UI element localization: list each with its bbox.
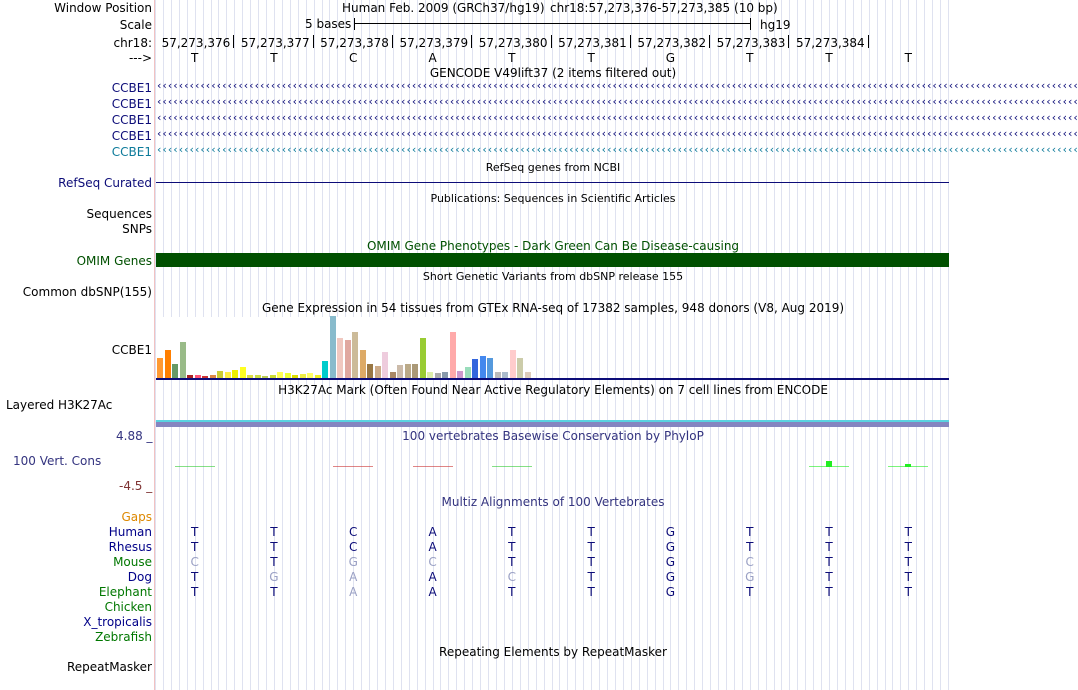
- publications-sequences-label[interactable]: Sequences: [86, 207, 152, 221]
- refseq-label[interactable]: RefSeq Curated: [58, 176, 152, 190]
- alignment-base: A: [349, 585, 358, 599]
- alignment-base: C: [507, 570, 517, 584]
- coordinate-label: 57,273,378: [320, 36, 389, 50]
- multiz-gaps-label[interactable]: Gaps: [121, 510, 152, 524]
- scale-text: 5 bases: [305, 17, 352, 31]
- conservation-title[interactable]: 100 vertebrates Basewise Conservation by PhyloP: [402, 429, 704, 443]
- species-label[interactable]: Elephant: [98, 585, 152, 599]
- conservation-label[interactable]: 100 Vert. Cons: [13, 454, 102, 468]
- gencode-item-label[interactable]: CCBE1: [111, 81, 152, 95]
- gtex-tissue-bar[interactable]: [405, 364, 411, 378]
- alignment-base: G: [665, 570, 676, 584]
- coordinate-label: 57,273,381: [558, 36, 627, 50]
- minus-strand-arrows: ‹‹‹‹‹‹‹‹‹‹‹‹‹‹‹‹‹‹‹‹‹‹‹‹‹‹‹‹‹‹‹‹‹‹‹‹‹‹‹‹‹‹‹‹‹‹‹‹‹‹‹‹‹‹‹‹‹‹‹‹‹‹‹‹‹‹‹‹‹‹‹‹‹‹‹‹‹‹‹‹‹‹‹‹‹‹‹‹‹‹‹‹‹‹‹‹‹‹‹‹‹‹‹‹‹‹‹‹‹‹‹‹‹‹‹‹‹‹‹‹‹‹‹‹‹‹‹‹‹‹‹‹‹‹‹‹‹‹‹‹‹‹‹‹‹‹‹‹‹‹‹‹‹‹‹‹‹‹‹‹‹‹‹‹‹‹‹‹‹‹: [156, 127, 1078, 140]
- alignment-base: T: [270, 585, 278, 599]
- alignment-base: T: [270, 525, 278, 539]
- gtex-tissue-bar[interactable]: [375, 366, 381, 378]
- refseq-gene-line[interactable]: [156, 182, 949, 183]
- scale-db: hg19: [760, 18, 791, 32]
- scale-bar: [354, 23, 751, 24]
- base-letter: C: [349, 51, 358, 65]
- gtex-tissue-bar[interactable]: [450, 332, 456, 378]
- alignment-base: T: [825, 585, 833, 599]
- alignment-base: T: [904, 570, 913, 584]
- minus-strand-arrows: ‹‹‹‹‹‹‹‹‹‹‹‹‹‹‹‹‹‹‹‹‹‹‹‹‹‹‹‹‹‹‹‹‹‹‹‹‹‹‹‹‹‹‹‹‹‹‹‹‹‹‹‹‹‹‹‹‹‹‹‹‹‹‹‹‹‹‹‹‹‹‹‹‹‹‹‹‹‹‹‹‹‹‹‹‹‹‹‹‹‹‹‹‹‹‹‹‹‹‹‹‹‹‹‹‹‹‹‹‹‹‹‹‹‹‹‹‹‹‹‹‹‹‹‹‹‹‹‹‹‹‹‹‹‹‹‹‹‹‹‹‹‹‹‹‹‹‹‹‹‹‹‹‹‹‹‹‹‹‹‹‹‹‹‹‹‹‹‹‹‹: [156, 95, 1078, 108]
- gtex-tissue-bar[interactable]: [322, 361, 328, 378]
- alignment-base: T: [508, 585, 516, 599]
- conservation-mark: [333, 466, 373, 467]
- omim-gene-bar[interactable]: [156, 253, 949, 267]
- gtex-tissue-bar[interactable]: [480, 356, 486, 378]
- gtex-tissue-bar[interactable]: [472, 359, 478, 378]
- repeatmasker-title[interactable]: Repeating Elements by RepeatMasker: [439, 645, 667, 659]
- gtex-tissue-bar[interactable]: [165, 350, 171, 378]
- publications-title[interactable]: Publications: Sequences in Scientific Articles: [430, 192, 676, 205]
- gtex-tissue-bar[interactable]: [172, 364, 178, 378]
- base-letter: G: [665, 51, 676, 65]
- alignment-base: A: [428, 540, 437, 554]
- coordinate-label: 57,273,379: [399, 36, 469, 50]
- gencode-title[interactable]: GENCODE V49lift37 (2 items filtered out): [429, 66, 677, 80]
- gtex-tissue-bar[interactable]: [180, 342, 186, 378]
- alignment-base: T: [190, 570, 199, 584]
- coordinate-label: 57,273,376: [161, 36, 231, 50]
- conservation-peak: [905, 464, 911, 467]
- position-text[interactable]: chr18:57,273,376-57,273,385 (10 bp): [550, 1, 778, 15]
- strand-label: --->: [128, 51, 152, 65]
- h3k27ac-title[interactable]: H3K27Ac Mark (Often Found Near Active Regulatory Elements) on 7 cell lines from ENCODE: [278, 383, 828, 397]
- base-letter: T: [904, 51, 913, 65]
- gtex-tissue-bar[interactable]: [217, 371, 223, 378]
- gtex-tissue-bar[interactable]: [232, 370, 238, 378]
- gtex-tissue-bar[interactable]: [157, 358, 163, 378]
- alignment-base: T: [270, 540, 278, 554]
- coordinate-label: 57,273,383: [716, 36, 786, 50]
- alignment-base: A: [428, 585, 437, 599]
- alignment-base: G: [665, 540, 676, 554]
- alignment-base: A: [428, 525, 437, 539]
- species-label[interactable]: Rhesus: [108, 540, 152, 554]
- gtex-tissue-bar[interactable]: [352, 332, 358, 378]
- scale-bar-left-tick: [354, 18, 355, 30]
- minus-strand-arrows: ‹‹‹‹‹‹‹‹‹‹‹‹‹‹‹‹‹‹‹‹‹‹‹‹‹‹‹‹‹‹‹‹‹‹‹‹‹‹‹‹‹‹‹‹‹‹‹‹‹‹‹‹‹‹‹‹‹‹‹‹‹‹‹‹‹‹‹‹‹‹‹‹‹‹‹‹‹‹‹‹‹‹‹‹‹‹‹‹‹‹‹‹‹‹‹‹‹‹‹‹‹‹‹‹‹‹‹‹‹‹‹‹‹‹‹‹‹‹‹‹‹‹‹‹‹‹‹‹‹‹‹‹‹‹‹‹‹‹‹‹‹‹‹‹‹‹‹‹‹‹‹‹‹‹‹‹‹‹‹‹‹‹‹‹‹‹‹‹‹‹: [156, 79, 1078, 92]
- alignment-base: G: [269, 570, 279, 584]
- species-label[interactable]: Mouse: [113, 555, 152, 569]
- alignment-base: A: [428, 570, 437, 584]
- base-letter: T: [825, 51, 833, 65]
- alignment-base: T: [508, 555, 516, 569]
- assembly-text: Human Feb. 2009 (GRCh37/hg19): [342, 1, 545, 15]
- conservation-peak: [826, 461, 832, 467]
- base-letter: A: [428, 51, 437, 65]
- refseq-title[interactable]: RefSeq genes from NCBI: [485, 161, 621, 174]
- species-label[interactable]: X_tropicalis: [83, 615, 152, 629]
- gencode-item-feature[interactable]: [156, 79, 1078, 93]
- publications-snps-label[interactable]: SNPs: [122, 222, 152, 236]
- omim-title[interactable]: OMIM Gene Phenotypes - Dark Green Can Be Disease-causing: [366, 239, 740, 253]
- base-letter: T: [508, 51, 516, 65]
- conservation-mark: [175, 466, 215, 467]
- gtex-tissue-bar[interactable]: [397, 365, 403, 378]
- alignment-base: C: [349, 540, 358, 554]
- alignment-base: G: [665, 555, 676, 569]
- coordinate-label: 57,273,380: [478, 36, 548, 50]
- alignment-base: T: [825, 570, 833, 584]
- base-letter: T: [746, 51, 754, 65]
- species-label[interactable]: Dog: [127, 570, 152, 584]
- species-label[interactable]: Chicken: [104, 600, 152, 614]
- alignment-base: T: [825, 555, 833, 569]
- gtex-tissue-bar[interactable]: [412, 364, 418, 378]
- alignment-base: G: [348, 555, 358, 569]
- conservation-max: 4.88 _: [116, 429, 153, 443]
- gencode-item-label[interactable]: CCBE1: [111, 113, 152, 127]
- window-position-label: Window Position: [54, 1, 152, 15]
- gtex-gene-line: [156, 378, 949, 380]
- alignment-base: C: [428, 555, 437, 569]
- label-separator: [154, 0, 155, 690]
- gtex-tissue-bar[interactable]: [517, 358, 523, 378]
- alignment-base: T: [587, 570, 595, 584]
- gtex-tissue-bar[interactable]: [240, 367, 246, 378]
- alignment-base: T: [825, 525, 833, 539]
- repeatmasker-label[interactable]: RepeatMasker: [66, 660, 152, 674]
- alignment-base: T: [746, 540, 754, 554]
- alignment-base: C: [745, 555, 754, 569]
- base-letter: T: [190, 51, 199, 65]
- chrom-label: chr18:: [113, 36, 152, 50]
- alignment-base: T: [746, 525, 754, 539]
- coordinate-label: 57,273,384: [795, 36, 865, 50]
- alignment-base: T: [746, 585, 754, 599]
- species-label[interactable]: Zebrafish: [95, 630, 152, 644]
- dbsnp-label[interactable]: Common dbSNP(155): [22, 285, 152, 299]
- conservation-min: -4.5 _: [119, 479, 153, 493]
- conservation-mark: [492, 466, 532, 467]
- gtex-tissue-bar[interactable]: [465, 367, 471, 378]
- alignment-base: T: [904, 585, 913, 599]
- alignment-base: A: [349, 570, 358, 584]
- gtex-tissue-bar[interactable]: [330, 316, 336, 378]
- dbsnp-title[interactable]: Short Genetic Variants from dbSNP release 155: [422, 270, 684, 283]
- alignment-base: T: [904, 555, 913, 569]
- alignment-base: G: [665, 585, 676, 599]
- alignment-base: T: [270, 555, 278, 569]
- species-label[interactable]: Human: [108, 525, 152, 539]
- alignment-base: T: [508, 525, 516, 539]
- gencode-item-label[interactable]: CCBE1: [111, 145, 152, 159]
- gencode-item-feature[interactable]: [156, 95, 1078, 109]
- alignment-base: C: [190, 555, 199, 569]
- alignment-base: T: [190, 525, 199, 539]
- alignment-base: T: [587, 555, 595, 569]
- base-letter: T: [270, 51, 278, 65]
- gtex-tissue-bar[interactable]: [337, 338, 343, 378]
- alignment-base: T: [587, 540, 595, 554]
- alignment-base: T: [904, 525, 913, 539]
- scale-label: Scale: [119, 18, 152, 32]
- alignment-base: G: [745, 570, 755, 584]
- gencode-item-feature[interactable]: [156, 127, 1078, 141]
- coordinate-label: 57,273,382: [637, 36, 707, 50]
- h3k27ac-label[interactable]: Layered H3K27Ac: [6, 398, 113, 412]
- alignment-base: T: [825, 540, 833, 554]
- gtex-tissue-bar[interactable]: [345, 340, 351, 378]
- gencode-item-feature[interactable]: [156, 111, 1078, 125]
- gtex-tissue-bar[interactable]: [510, 350, 516, 378]
- minus-strand-arrows: ‹‹‹‹‹‹‹‹‹‹‹‹‹‹‹‹‹‹‹‹‹‹‹‹‹‹‹‹‹‹‹‹‹‹‹‹‹‹‹‹‹‹‹‹‹‹‹‹‹‹‹‹‹‹‹‹‹‹‹‹‹‹‹‹‹‹‹‹‹‹‹‹‹‹‹‹‹‹‹‹‹‹‹‹‹‹‹‹‹‹‹‹‹‹‹‹‹‹‹‹‹‹‹‹‹‹‹‹‹‹‹‹‹‹‹‹‹‹‹‹‹‹‹‹‹‹‹‹‹‹‹‹‹‹‹‹‹‹‹‹‹‹‹‹‹‹‹‹‹‹‹‹‹‹‹‹‹‹‹‹‹‹‹‹‹‹‹‹‹‹: [156, 143, 1078, 156]
- base-letter: T: [587, 51, 595, 65]
- alignment-base: G: [665, 525, 676, 539]
- alignment-base: T: [190, 540, 199, 554]
- h3k27ac-signal: [156, 422, 949, 427]
- gtex-tissue-bar[interactable]: [382, 352, 388, 378]
- alignment-base: C: [349, 525, 358, 539]
- coordinate-label: 57,273,377: [240, 36, 310, 50]
- gtex-tissue-bar[interactable]: [420, 338, 426, 378]
- gtex-tissue-bar[interactable]: [367, 364, 373, 378]
- alignment-base: T: [190, 585, 199, 599]
- gtex-label[interactable]: CCBE1: [111, 343, 152, 357]
- gencode-item-label[interactable]: CCBE1: [111, 97, 152, 111]
- gencode-item-feature[interactable]: [156, 143, 1078, 157]
- gtex-tissue-bar[interactable]: [457, 371, 463, 378]
- minus-strand-arrows: ‹‹‹‹‹‹‹‹‹‹‹‹‹‹‹‹‹‹‹‹‹‹‹‹‹‹‹‹‹‹‹‹‹‹‹‹‹‹‹‹‹‹‹‹‹‹‹‹‹‹‹‹‹‹‹‹‹‹‹‹‹‹‹‹‹‹‹‹‹‹‹‹‹‹‹‹‹‹‹‹‹‹‹‹‹‹‹‹‹‹‹‹‹‹‹‹‹‹‹‹‹‹‹‹‹‹‹‹‹‹‹‹‹‹‹‹‹‹‹‹‹‹‹‹‹‹‹‹‹‹‹‹‹‹‹‹‹‹‹‹‹‹‹‹‹‹‹‹‹‹‹‹‹‹‹‹‹‹‹‹‹‹‹‹‹‹‹‹‹‹: [156, 111, 1078, 124]
- scale-bar-right-tick: [750, 18, 751, 30]
- gtex-tissue-bar[interactable]: [487, 358, 493, 378]
- gtex-title[interactable]: Gene Expression in 54 tissues from GTEx RNA-seq of 17382 samples, 948 donors (V8, Aug 2019): [261, 301, 845, 315]
- multiz-title[interactable]: Multiz Alignments of 100 Vertebrates: [441, 495, 665, 509]
- gtex-tissue-bar[interactable]: [360, 350, 366, 378]
- alignment-base: T: [587, 585, 595, 599]
- conservation-mark: [413, 466, 453, 467]
- alignment-base: T: [508, 540, 516, 554]
- coordinate-tick: [868, 35, 869, 48]
- alignment-base: T: [904, 540, 913, 554]
- alignment-base: T: [587, 525, 595, 539]
- omim-label[interactable]: OMIM Genes: [76, 254, 152, 268]
- gencode-item-label[interactable]: CCBE1: [111, 129, 152, 143]
